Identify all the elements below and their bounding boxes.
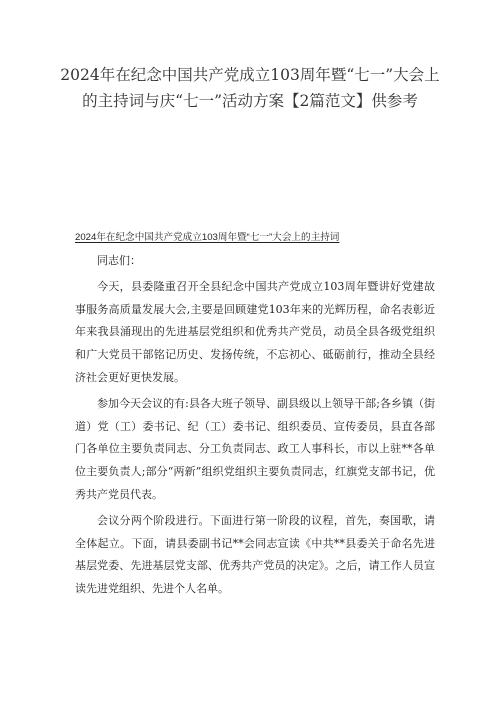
section-heading: 2024年在纪念中国共产党成立103周年暨“七一”大会上的主持词 [75, 232, 340, 243]
paragraph-salutation: 同志们： [97, 254, 141, 267]
paragraph-agenda: 会议分两个阶段进行。下面进行第一阶段的议程，首先，奏国歌，请全体起立。下面，请县委副书记**会同志宣读《中共**县委关于命名先进基层党委、先进基层党支部、优秀共产党员的决定》。之后，请工作人员宣读先进党组织、先进个人名单。 [75, 513, 435, 596]
paragraph-opening: 今天，县委隆重召开全县纪念中国共产党成立103周年暨讲好党建故事服务高质量发展大会,主要是回顾建党103年来的光辉历程，命名表彰近年来我县涌现出的先进基层党组织和优秀共产党员，动员全县各级党组织和广大党员干部铭记历史、发扬传统，不忘初心、砥砺前行，推动全县经济社会更好更快发展。 [75, 279, 435, 384]
document-body [75, 250, 435, 604]
paragraph-attendees: 参加今天会议的有:县各大班子领导、副县级以上领导干部;各乡镇（街道）党（工）委书记、纪（工）委书记、组织委员、宣传委员，县直各部门各单位主要负责同志、分工负责同志、政工人事科长，市以上驻**各单位主要负责人;部分“两新”组织党组织主要负责同志，红旗党支部书记，优秀共产党员代表。 [75, 396, 435, 501]
document-title: 2024年在纪念中国共产党成立103周年暨“七一”大会上的主持词与庆“七一”活动方案【2篇范文】供参考 [60, 66, 440, 110]
